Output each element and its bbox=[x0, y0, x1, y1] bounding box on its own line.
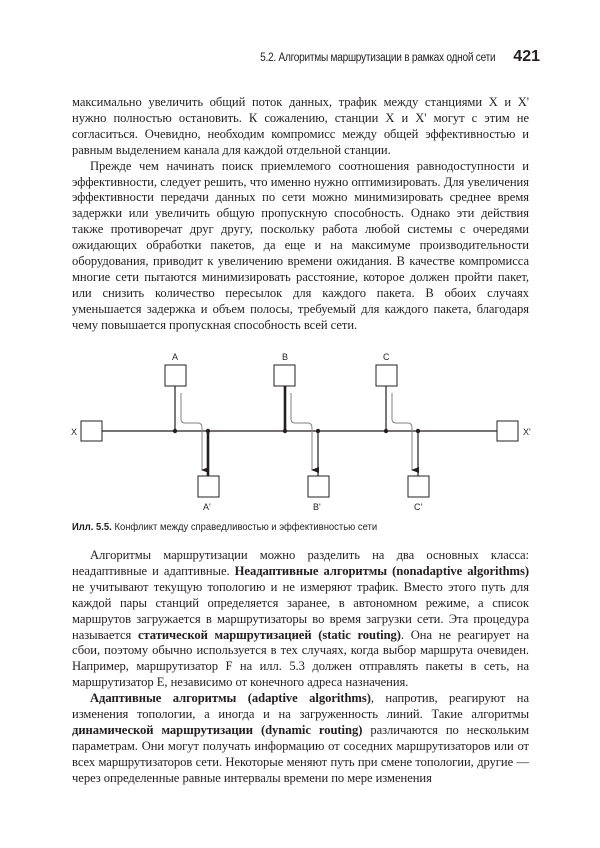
label-x: X bbox=[71, 427, 78, 437]
paragraph-adaptive: Адаптивные алгоритмы (adaptive algorithms), напротив, реагируют на изменения топологии, а иногда и на загруженность линий. Такие алгоритмы динамической маршрутизации (dynamic routing) различаются по нескольким параметрам. Они могут получать информацию от соседних маршрутизаторов или от всех маршрутизаторов сети. Некоторые меняют путь при смене топологии, другие — через определенные равные интервалы времени по мере изменения bbox=[72, 691, 529, 785]
label-b: B bbox=[282, 352, 289, 362]
page-number: 421 bbox=[513, 48, 540, 65]
junction-c bbox=[384, 429, 388, 433]
caption-text: Конфликт между справедливостью и эффективностью сети bbox=[114, 521, 378, 533]
term-adaptive: Адаптивные алгоритмы (adaptive algorithms) bbox=[90, 691, 371, 706]
term-dynamic-routing: динамической маршрутизации (dynamic routing) bbox=[72, 722, 363, 737]
station-b-box bbox=[274, 365, 295, 386]
term-nonadaptive: Неадаптивные алгоритмы (nonadaptive algorithms) bbox=[234, 563, 529, 578]
paragraph-optimization: Прежде чем начинать поиск приемлемого соотношения равнодоступности и эффективности, следует решить, что именно нужно оптимизировать. Для увеличения эффективности передачи данных по сети можно минимизировать среднее время задержки или увеличить общую пропускную способность. Однако эти действия также противоречат друг другу, поскольку работа любой системы с очередями ожидающих обработки пакетов, да еще и на максимуме производительности оборудования, приводит к увеличению времени ожидания. В качестве компромисса многие сети пытаются минимизировать расстояние, которое должен пройти пакет, или снизить количество пересылок для каждого пакета. В обоих случаях уменьшается задержка и объем полосы, требуемый для каждого пакета, благодаря чему повышается пропускная способность всей сети. bbox=[72, 158, 529, 332]
junction-a bbox=[173, 429, 177, 433]
station-a-box bbox=[165, 365, 186, 386]
running-header bbox=[60, 48, 540, 70]
paragraph-nonadaptive: Алгоритмы маршрутизации можно разделить на два основных класса: неадаптивные и адаптивные. Неадаптивные алгоритмы (nonadaptive algorithms) не учитывают текущую топологию и не измеряют трафик. Вместо этого путь для каждой пары станций определяется заранее, в автономном режиме, а список маршрутов загружается в маршрутизаторы во время загрузки сети. Эта процедура называется статической маршрутизацией (static routing). Она не реагирует на сбои, поэтому обычно используется в тех случаях, когда выбор маршрута очевиден. Например, маршрутизатор F на илл. 5.3 должен отправлять пакеты в сеть, на маршрутизатор E, независимо от конечного адреса назначения. bbox=[72, 548, 529, 690]
network-diagram bbox=[60, 345, 540, 515]
label-a-prime: A' bbox=[203, 502, 211, 512]
text-block-top bbox=[72, 95, 529, 334]
label-b-prime: B' bbox=[313, 502, 321, 512]
station-x-prime-box bbox=[497, 421, 518, 441]
station-c-prime-box bbox=[408, 476, 429, 497]
label-c-prime: C' bbox=[414, 502, 423, 512]
station-x-box bbox=[81, 421, 102, 441]
station-b-prime-box bbox=[308, 476, 329, 497]
figure-caption bbox=[72, 521, 377, 533]
junction-b-prime bbox=[316, 429, 320, 433]
label-a: A bbox=[172, 352, 179, 362]
section-title: 5.2. Алгоритмы маршрутизации в рамках одной сети bbox=[259, 52, 496, 64]
term-static-routing: статической маршрутизацией (static routing) bbox=[137, 627, 401, 642]
station-a-prime-box bbox=[198, 476, 219, 497]
label-c: C bbox=[383, 352, 390, 362]
junction-b bbox=[283, 429, 287, 433]
station-c-box bbox=[376, 365, 397, 386]
text-block-bottom bbox=[72, 548, 529, 787]
figure-network-conflict bbox=[60, 345, 540, 515]
junction-a-prime bbox=[206, 429, 210, 433]
paragraph-continuation: максимально увеличить общий поток данных, трафик между станциями X и X' нужно полностью остановить. К сожалению, станции X и X' могут с этим не согласиться. Очевидно, необходим компромисс между общей эффективностью и равным выделением канала для каждой отдельной станции. bbox=[72, 95, 529, 157]
junction-c-prime bbox=[416, 429, 420, 433]
label-x-prime: X' bbox=[523, 427, 531, 437]
caption-number: Илл. 5.5. bbox=[72, 521, 112, 533]
